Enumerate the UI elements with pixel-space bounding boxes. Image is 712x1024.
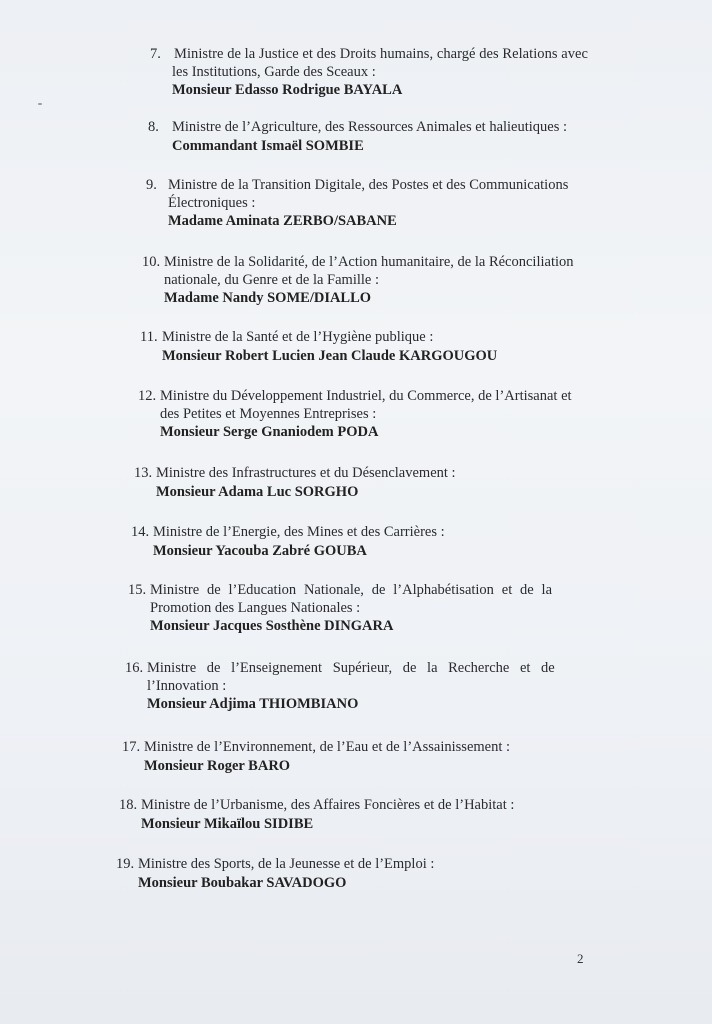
entry-title-line: Ministre de la Justice et des Droits humains, chargé des Relations avec (174, 46, 589, 62)
entry-title-line: les Institutions, Garde des Sceaux : (172, 63, 376, 80)
entry-title-line: Ministre de la Transition Digitale, des Postes et des Communications (168, 177, 569, 193)
entry-title-line: Ministre de l’Enseignement Supérieur, de la Recherche et de (147, 660, 555, 676)
minister-name: Monsieur Edasso Rodrigue BAYALA (172, 82, 403, 98)
entry-title-line: Ministre des Sports, de la Jeunesse et de l’Emploi : (138, 856, 435, 872)
minister-name: Monsieur Adjima THIOMBIANO (147, 696, 359, 712)
minister-entry-13 (134, 465, 456, 501)
entry-title-line: Ministre de l’Environnement, de l’Eau et de l’Assainissement : (144, 739, 511, 755)
entry-title-line: Électroniques : (168, 194, 256, 211)
minister-name: Madame Aminata ZERBO/SABANE (168, 213, 397, 229)
entry-number: 10. (142, 254, 161, 270)
minister-entry-18 (119, 797, 514, 833)
entry-number: 12. (138, 388, 157, 404)
minister-entry-15 (128, 582, 552, 636)
entry-title-line: Promotion des Langues Nationales : (150, 599, 361, 616)
entry-number: 7. (150, 46, 161, 62)
minister-entry-7 (150, 46, 588, 100)
minister-entry-11 (140, 329, 497, 365)
minister-entry-17 (122, 739, 510, 775)
minister-name: Monsieur Boubakar SAVADOGO (138, 874, 347, 891)
entry-title-line: Ministre de l’Energie, des Mines et des Carrières : (153, 524, 445, 540)
entry-number: 16. (125, 660, 144, 676)
minister-name: Madame Nandy SOME/DIALLO (164, 290, 372, 306)
entry-title-line: Ministre de la Solidarité, de l’Action humanitaire, de la Réconciliation (164, 254, 574, 270)
minister-entry-12 (138, 388, 572, 442)
minister-entry-8 (148, 119, 567, 155)
minister-entry-9 (146, 177, 568, 231)
minister-entry-14 (131, 524, 445, 560)
entry-number: 14. (131, 524, 150, 540)
minister-name: Monsieur Jacques Sosthène DINGARA (150, 618, 394, 634)
entry-number: 11. (140, 329, 158, 345)
entry-number: 13. (134, 465, 153, 481)
minister-name: Commandant Ismaël SOMBIE (172, 137, 364, 154)
minister-name: Monsieur Robert Lucien Jean Claude KARGOUGOU (162, 347, 498, 364)
entry-number: 8. (148, 119, 159, 135)
entry-title-line: l’Innovation : (147, 677, 227, 694)
minister-name: Monsieur Mikaïlou SIDIBE (141, 815, 314, 832)
entry-title-line: Ministre des Infrastructures et du Désenclavement : (156, 465, 456, 481)
minister-entry-10 (142, 254, 574, 308)
entry-title-line: Ministre de l’Agriculture, des Ressources Animales et halieutiques : (172, 119, 568, 135)
minister-entry-19 (116, 856, 434, 892)
entry-number: 17. (122, 739, 141, 755)
minister-name: Monsieur Adama Luc SORGHO (156, 483, 359, 500)
entry-number: 18. (119, 797, 138, 813)
entry-number: 19. (116, 856, 135, 872)
page-number: 2 (577, 951, 584, 966)
minister-name: Monsieur Yacouba Zabré GOUBA (153, 542, 367, 559)
entry-title-line: nationale, du Genre et de la Famille : (164, 271, 380, 288)
minister-name: Monsieur Serge Gnaniodem PODA (160, 424, 379, 440)
entry-number: 15. (128, 582, 147, 598)
entry-title-line: Ministre du Développement Industriel, du Commerce, de l’Artisanat et (160, 388, 572, 404)
minister-entry-16 (125, 660, 555, 714)
entry-title-line: Ministre de l’Urbanisme, des Affaires Foncières et de l’Habitat : (141, 797, 515, 813)
minister-name: Monsieur Roger BARO (144, 757, 291, 774)
entry-title-line: Ministre de la Santé et de l’Hygiène publique : (162, 329, 434, 345)
entry-title-line: des Petites et Moyennes Entreprises : (160, 405, 377, 422)
entry-title-line: Ministre de l’Education Nationale, de l’Alphabétisation et de la (150, 582, 553, 598)
entry-number: 9. (146, 177, 157, 193)
scan-speck (38, 103, 42, 105)
